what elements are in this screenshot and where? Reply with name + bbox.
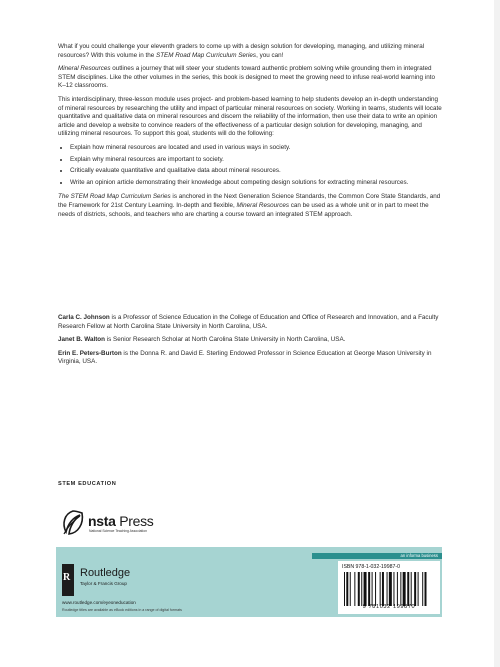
right-edge (494, 0, 500, 667)
objective-item: • Explain how mineral resources are located and used in various ways in society. (70, 144, 442, 153)
intro-paragraph-2: Mineral Resources outlines a journey that will steer your students toward authentic problem solving while grounding them in integrated STEM disciplines. Like the other volumes in the series, this book is designed to meet the growing need to infuse real-world learning into K–12 classrooms. (58, 65, 435, 90)
ebook-note: Routledge titles are available as eBook editions in a range of digital formats (62, 608, 182, 612)
nsta-tagline: National Science Teaching Association (89, 529, 147, 533)
objectives-list (58, 144, 442, 187)
publisher-url: www.routledge.com/eyeoneducation (62, 600, 136, 605)
publisher-name: Routledge (80, 567, 131, 579)
top-margin (0, 0, 500, 36)
description (58, 43, 442, 224)
author-bio: Erin E. Peters-Burton is the Donna R. and David E. Sterling Endowed Professor in Science Education at George Mason University in Virginia, USA. (58, 349, 432, 366)
objective-item: • Critically evaluate quantitative and qualitative data about mineral resources. (70, 167, 442, 176)
publisher-group: Taylor & Francis Group (80, 581, 127, 586)
intro-paragraph-1: What if you could challenge your eleventh graders to come up with a design solution for developing, managing, and utilizing mineral resources? With this volume in the STEM Road Map Curriculum Series, you can! (58, 43, 425, 59)
intro-paragraph-3: This interdisciplinary, three-lesson module uses project- and problem-based learning to help students develop an in-depth understanding of mineral resources by researching the utility and impact of particular mineral resources on society. Working in teams, students will locate quantitative and qualitative data on mineral resources and discern the reliability of the information, then use their data to write an opinion article and develop a website to convince readers of the effectiveness of a particular design solution for developing, managing, and utilizing mineral resources. To support this goal, students will do the following: (58, 95, 442, 138)
author-name: Carla C. Johnson (58, 314, 110, 321)
author-bio: Carla C. Johnson is a Professor of Science Education in the College of Education and Office of Research and Innovation, and a Faculty Research Fellow at North Carolina State University in North Carolina, USA. (58, 314, 439, 330)
isbn-barcode-box (338, 561, 440, 614)
author-name: Janet B. Walton (58, 336, 105, 344)
isbn-label: ISBN 978-1-032-19987-0 (342, 564, 400, 570)
routledge-r-icon: R (62, 564, 74, 596)
informa-label: an informa business (400, 553, 438, 558)
nsta-leaf-icon (58, 508, 88, 538)
barcode-digits: 9 781032 199870 (362, 604, 416, 610)
informa-strip (312, 553, 442, 559)
author-bios (58, 314, 442, 372)
objective-item: • Explain why mineral resources are important to society. (70, 156, 442, 165)
intro-paragraph-4: The STEM Road Map Curriculum Series is anchored in the Next Generation Science Standards, the Common Core State Standards, and the Framework for 21st Century Learning. In-depth and flexible, Mineral Resources can be used as a whole unit or in part to meet the needs of districts, schools, and teachers who are charting a course toward an integrated STEM approach. (58, 193, 441, 218)
routledge-logo (62, 564, 302, 614)
objective-item: • Write an opinion article demonstrating their knowledge about competing design solutions for extracting mineral resources. (70, 179, 442, 188)
subject-category: STEM EDUCATION (58, 481, 117, 487)
barcode-icon (344, 572, 434, 606)
author-name: Erin E. Peters-Burton (58, 349, 122, 357)
nsta-press-logo (58, 508, 198, 538)
author-bio: Janet B. Walton is Senior Research Scholar at North Carolina State University in North Carolina, USA. (58, 336, 346, 344)
nsta-wordmark: nsta Press (88, 513, 154, 529)
